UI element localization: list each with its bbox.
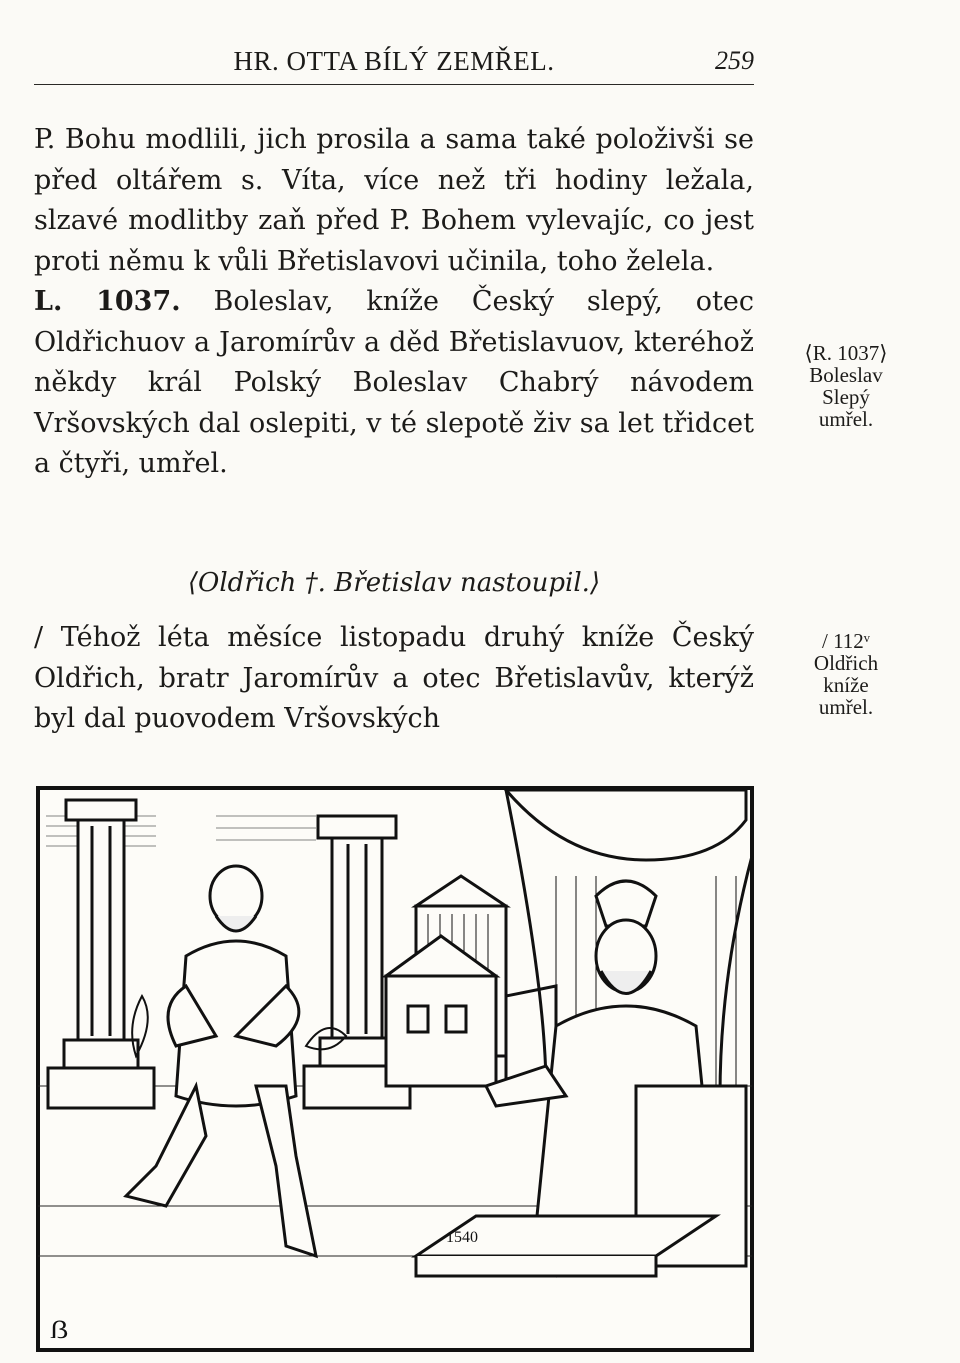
marginal-note-1-line: ⟨R. 1037⟩ (804, 341, 888, 365)
paragraph-2-text: Boleslav, kníže Český slepý, otec Oldřichuov a Jaromírův a děd Břetislavuov, kteréhož někdy král Polský Boleslav Chabrý návodem Vršovských dal oslepiti, v té slepotě živ sa let třidcet a čtyři, umřel. (34, 286, 754, 479)
marginal-note-2-line: Oldřich (813, 651, 879, 675)
running-title: HR. OTTA BÍLÝ ZEMŘEL. (233, 46, 555, 76)
marginal-note-1-line: Slepý (822, 385, 870, 409)
marginal-note-1-line: umřel. (818, 407, 874, 431)
section-heading: ⟨Oldřich †. Břetislav nastoupil.⟩ (187, 568, 601, 598)
woodcut-illustration (36, 786, 754, 1352)
marginal-note-2-line: kníže (823, 673, 869, 697)
marginal-note-1 (776, 342, 916, 430)
marginal-note-1-line: Boleslav (809, 363, 883, 387)
running-head (34, 42, 754, 85)
woodcut-svg (36, 786, 754, 1352)
date-inscription: 1540 (446, 1229, 478, 1246)
year-lead: L. 1037. (34, 286, 181, 317)
page-number: 259 (715, 46, 754, 75)
paragraph-1: P. Bohu modlili, jich prosila a sama také položivši se před oltářem s. Víta, více než tři hodiny ležala, slzavé modlitby zaň před P. Bohem vylevajíc, co jest proti němu k vůli Břetislavovi učinila, toho želela. (34, 124, 754, 277)
main-text-block (34, 120, 754, 485)
marginal-note-2-line: / 112ᵛ (822, 629, 870, 653)
marginal-note-2 (776, 630, 916, 718)
paragraph-2 (34, 282, 754, 485)
monogram-mark: ẞ (50, 1315, 69, 1344)
second-text-block (34, 618, 754, 740)
paragraph-3: / Téhož léta měsíce listopadu druhý kníže Český Oldřich, bratr Jaromírův a otec Břetislavův, kterýž byl dal puovodem Vršovských (34, 622, 754, 734)
marginal-note-2-line: umřel. (818, 695, 874, 719)
